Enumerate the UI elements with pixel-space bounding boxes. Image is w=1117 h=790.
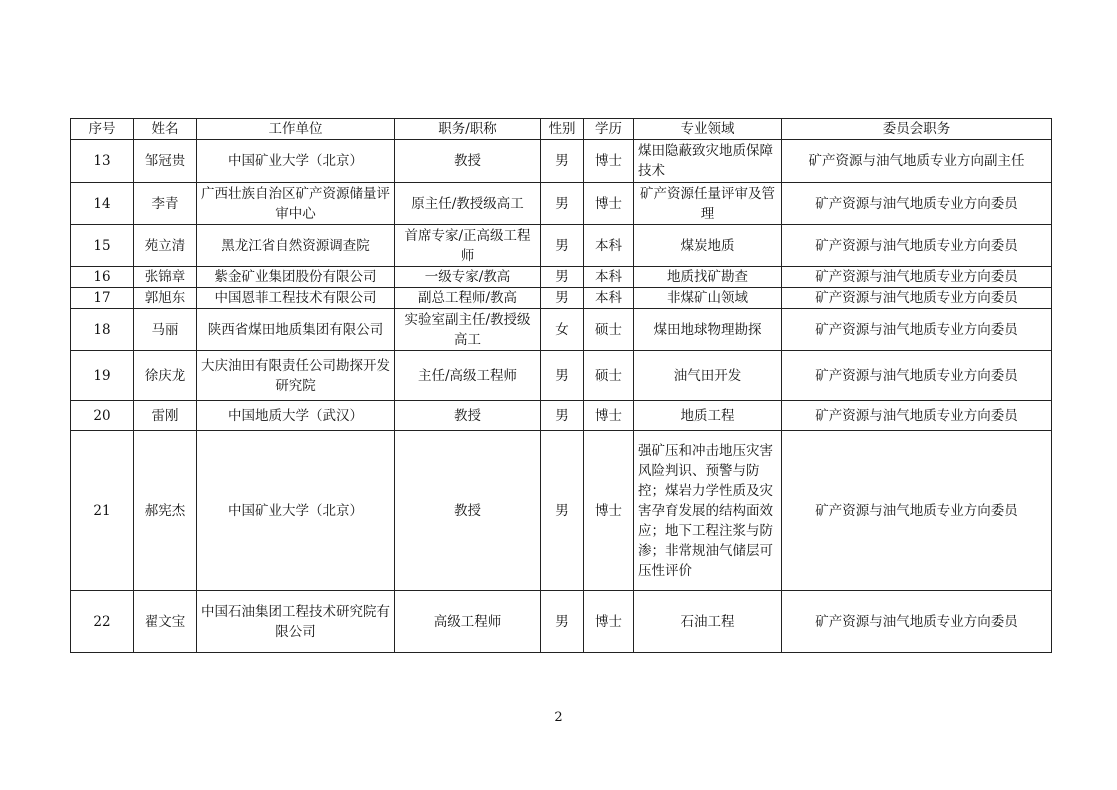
cell-name: 雷刚 [134, 401, 197, 431]
cell-field: 非煤矿山领域 [634, 288, 782, 309]
cell-unit: 紫金矿业集团股份有限公司 [197, 267, 395, 288]
cell-education: 博士 [584, 401, 634, 431]
table-row [71, 225, 1052, 267]
cell-unit: 中国矿业大学（北京） [197, 431, 395, 591]
cell-committee-role: 矿产资源与油气地质专业方向委员 [782, 288, 1052, 309]
cell-unit: 中国石油集团工程技术研究院有限公司 [197, 591, 395, 653]
cell-no: 21 [71, 431, 134, 591]
header-unit: 工作单位 [197, 119, 395, 140]
cell-committee-role: 矿产资源与油气地质专业方向委员 [782, 351, 1052, 401]
cell-name: 翟文宝 [134, 591, 197, 653]
header-title: 职务/职称 [395, 119, 541, 140]
cell-unit: 陕西省煤田地质集团有限公司 [197, 309, 395, 351]
page-number: 2 [554, 710, 563, 725]
cell-committee-role: 矿产资源与油气地质专业方向副主任 [782, 140, 1052, 183]
cell-gender: 男 [541, 351, 584, 401]
cell-field: 煤田隐蔽致灾地质保障技术 [634, 140, 782, 183]
cell-gender: 男 [541, 288, 584, 309]
cell-title: 实验室副主任/教授级高工 [395, 309, 541, 351]
cell-field: 煤炭地质 [634, 225, 782, 267]
cell-name: 郭旭东 [134, 288, 197, 309]
table-header-row [71, 119, 1052, 140]
cell-title: 一级专家/教高 [395, 267, 541, 288]
cell-title: 教授 [395, 431, 541, 591]
cell-name: 郝宪杰 [134, 431, 197, 591]
table-row [71, 288, 1052, 309]
cell-committee-role: 矿产资源与油气地质专业方向委员 [782, 401, 1052, 431]
cell-no: 18 [71, 309, 134, 351]
cell-education: 博士 [584, 431, 634, 591]
cell-name: 徐庆龙 [134, 351, 197, 401]
cell-committee-role: 矿产资源与油气地质专业方向委员 [782, 591, 1052, 653]
cell-gender: 男 [541, 183, 584, 225]
header-no: 序号 [71, 119, 134, 140]
cell-gender: 男 [541, 431, 584, 591]
table-row [71, 267, 1052, 288]
cell-name: 邹冠贵 [134, 140, 197, 183]
cell-name: 苑立清 [134, 225, 197, 267]
cell-unit: 广西壮族自治区矿产资源储量评审中心 [197, 183, 395, 225]
cell-no: 20 [71, 401, 134, 431]
cell-committee-role: 矿产资源与油气地质专业方向委员 [782, 431, 1052, 591]
cell-title: 主任/高级工程师 [395, 351, 541, 401]
cell-no: 13 [71, 140, 134, 183]
cell-committee-role: 矿产资源与油气地质专业方向委员 [782, 267, 1052, 288]
cell-name: 马丽 [134, 309, 197, 351]
cell-field: 油气田开发 [634, 351, 782, 401]
cell-field: 石油工程 [634, 591, 782, 653]
table-row [71, 183, 1052, 225]
cell-gender: 男 [541, 267, 584, 288]
header-committee-role: 委员会职务 [782, 119, 1052, 140]
cell-no: 16 [71, 267, 134, 288]
cell-no: 22 [71, 591, 134, 653]
cell-education: 本科 [584, 267, 634, 288]
cell-unit: 中国地质大学（武汉） [197, 401, 395, 431]
cell-title: 教授 [395, 140, 541, 183]
table-row [71, 401, 1052, 431]
cell-no: 15 [71, 225, 134, 267]
cell-unit: 中国矿业大学（北京） [197, 140, 395, 183]
table-row [71, 351, 1052, 401]
table-row [71, 140, 1052, 183]
header-education: 学历 [584, 119, 634, 140]
table-row [71, 591, 1052, 653]
cell-education: 硕士 [584, 351, 634, 401]
cell-gender: 女 [541, 309, 584, 351]
cell-committee-role: 矿产资源与油气地质专业方向委员 [782, 183, 1052, 225]
cell-committee-role: 矿产资源与油气地质专业方向委员 [782, 309, 1052, 351]
cell-title: 首席专家/正高级工程师 [395, 225, 541, 267]
header-field: 专业领域 [634, 119, 782, 140]
header-gender: 性别 [541, 119, 584, 140]
header-name: 姓名 [134, 119, 197, 140]
cell-education: 本科 [584, 288, 634, 309]
cell-gender: 男 [541, 140, 584, 183]
cell-field: 矿产资源任量评审及管理 [634, 183, 782, 225]
cell-unit: 中国恩菲工程技术有限公司 [197, 288, 395, 309]
cell-field: 强矿压和冲击地压灾害风险判识、预警与防控；煤岩力学性质及灾害孕育发展的结构面效应；地下工程注浆与防渗；非常规油气储层可压性评价 [634, 431, 782, 591]
cell-no: 17 [71, 288, 134, 309]
cell-unit: 黑龙江省自然资源调查院 [197, 225, 395, 267]
cell-field: 地质找矿勘查 [634, 267, 782, 288]
cell-name: 李青 [134, 183, 197, 225]
cell-gender: 男 [541, 591, 584, 653]
cell-field: 地质工程 [634, 401, 782, 431]
cell-gender: 男 [541, 225, 584, 267]
cell-unit: 大庆油田有限责任公司勘探开发研究院 [197, 351, 395, 401]
cell-title: 教授 [395, 401, 541, 431]
table-row [71, 309, 1052, 351]
cell-no: 14 [71, 183, 134, 225]
cell-education: 本科 [584, 225, 634, 267]
cell-title: 高级工程师 [395, 591, 541, 653]
committee-member-table [70, 118, 1052, 653]
cell-title: 原主任/教授级高工 [395, 183, 541, 225]
cell-title: 副总工程师/教高 [395, 288, 541, 309]
cell-gender: 男 [541, 401, 584, 431]
cell-no: 19 [71, 351, 134, 401]
cell-name: 张锦章 [134, 267, 197, 288]
cell-education: 博士 [584, 140, 634, 183]
cell-education: 硕士 [584, 309, 634, 351]
cell-education: 博士 [584, 591, 634, 653]
cell-education: 博士 [584, 183, 634, 225]
table-row [71, 431, 1052, 591]
cell-field: 煤田地球物理勘探 [634, 309, 782, 351]
cell-committee-role: 矿产资源与油气地质专业方向委员 [782, 225, 1052, 267]
